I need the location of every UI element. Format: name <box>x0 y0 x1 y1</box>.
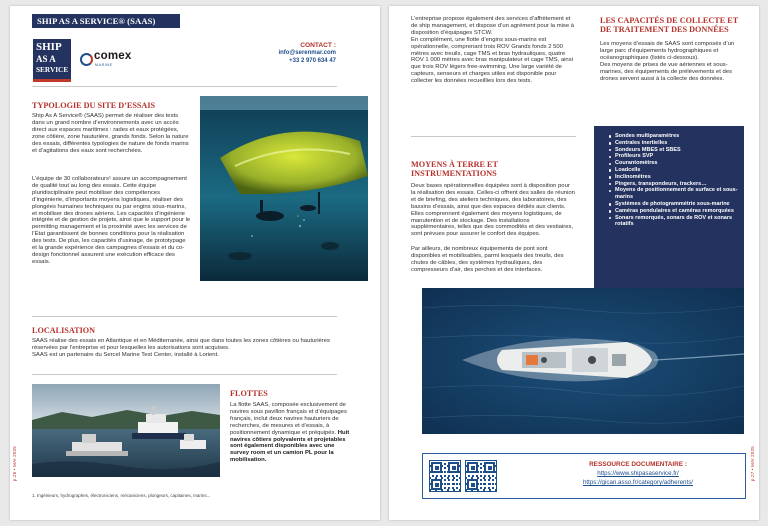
logo-comex <box>80 50 150 70</box>
logo-comex-sub: MARINE <box>95 63 113 67</box>
site-paragraph-2: L’équipe de 30 collaborateurs¹ assure un accompagnement de qualité tout au long des essais. Cette équipe pluridisciplinaire peut mobiliser des compétences d’ingénierie, d’importants moyens logistiques, réaliser des plongées humaines techniques ou par engins sous-marins, et mobiliser des drones aériens. Les capacités d’ingénierie intégrée et de gestion de projets, ainsi que le support pour le permitting management et la proximité avec les services de l’État garantissent de bonnes conditions pour la réalisation des tests. De plus, les capacités d’usinage, de prototypage et la grande expérience des campagnes d’essais et du co-design fonctionnel assurent une exécution efficace des essais. <box>32 176 191 265</box>
qr-code-icon[interactable] <box>429 460 461 492</box>
fleet-photo <box>32 384 220 477</box>
site-divider <box>32 316 337 317</box>
contact-email[interactable]: info@serenmar.com <box>278 50 336 56</box>
list-item: Sonars remorqués, sonars de ROV et sonars rotatifs <box>615 215 745 229</box>
fleet-paragraph-part2: Huit navires côtiers polyvalents et projetables sont également disponibles avec une survey room et un camion PL pour la mobilisation. <box>230 429 350 464</box>
header-divider <box>32 86 337 87</box>
aerial-photo-graphic <box>422 288 744 434</box>
list-item: Inclinomètres <box>615 174 745 181</box>
logo-comex-text: comex <box>94 50 132 62</box>
means-paragraph-2: Par ailleurs, de nombreux équipements de pont sont disponibles et mobilisables, parmi lesquels des treuils, des chutes de câbles, des systèmes hydrauliques, des compresseurs d’air, des perches et des interfaces. <box>411 246 564 273</box>
fleet-title: FLOTTES <box>230 389 268 398</box>
resource-title: RESSOURCE DOCUMENTAIRE : <box>589 461 687 468</box>
banner-title: SHIP AS A SERVICE® (SAAS) <box>37 16 156 26</box>
site-section-title: TYPOLOGIE DU SITE D’ESSAIS <box>32 101 156 110</box>
right-top-divider <box>411 136 576 137</box>
right-page <box>389 6 759 520</box>
contact-block <box>220 42 336 65</box>
contact-label: CONTACT : <box>300 42 336 49</box>
underwater-photo-graphic <box>200 96 368 281</box>
localisation-title: LOCALISATION <box>32 326 96 335</box>
aerial-vessel-photo <box>422 288 744 434</box>
right-page-number: p.27 • MAI 2025 <box>750 446 755 482</box>
list-item: Loadcells <box>615 167 745 174</box>
resource-box <box>422 453 746 499</box>
logo-ship-as-a-service <box>33 39 71 82</box>
logo-ship-line1: SHIP <box>36 41 62 53</box>
fleet-photo-graphic <box>32 384 220 477</box>
page-banner <box>32 14 180 28</box>
capacities-paragraph: Les moyens d’essais de SAAS sont composés d’un large parc d’équipements hydrographiques et océanographiques (listés ci-dessous). Des moyens de prises de vue aériennes et sous-marines, des équipements de prélèvements et des drones servent aussi à la collecte des données. <box>600 41 735 82</box>
localisation-paragraph-2: SAAS est un partenaire du Sercel Marine Test Center, installé à Lorient. <box>32 352 219 358</box>
capacities-list <box>608 133 745 228</box>
list-item: Profileurs SVP <box>615 153 745 160</box>
list-item: Courantomètres <box>615 160 745 167</box>
list-item: Pingers, transpondeurs, trackers… <box>615 181 745 188</box>
footnote: 1. Ingénieurs, hydrographes, électroniciens, mécaniciens, plongeurs, capitaines, marins... <box>32 493 211 498</box>
list-item: Sondes multiparamètres <box>615 133 745 140</box>
list-item: Systèmes de photogrammétrie sous-marine <box>615 201 745 208</box>
capacities-title: LES CAPACITÉS DE COLLECTE ET DE TRAITEMENT DES DONNÉES <box>600 16 739 34</box>
comex-mark-icon <box>80 53 93 66</box>
right-top-paragraph: L’entreprise propose également des services d’affrètement et de ship management, et dispose d’un agrément pour la mise à disposition d’équipages STCW. En complément, une flotte d’engins sous-marins est opérationnelle, comprenant trois ROV Grands fonds 2 500 mètres avec treuils, cage TMS et bras hydrauliques, quatre ROV 1 000 mètres avec bras manipulateur et cage TMS, ainsi que trois ROV légers free-swimming. Une large variété de capteurs, senseurs et charges utiles est disponible pour collecter les données recueillies lors des tests. <box>411 16 575 85</box>
localisation-paragraph-1: SAAS réalise des essais en Atlantique et en Méditerranée, ainsi que dans toutes les zones côtières ou hauturières réservées par l’entreprise et pour lesquelles les autorisations sont acquises. <box>32 338 330 351</box>
resource-link-1[interactable]: https://www.shipasaservice.fr/ <box>597 470 679 477</box>
list-item: Caméras pendulaires et caméras remorquées <box>615 208 745 215</box>
logo-ship-line2: AS A <box>36 54 56 64</box>
list-item: Sondeurs MBES et SBES <box>615 147 745 154</box>
underwater-vehicle-photo <box>200 96 368 281</box>
qr-code-icon[interactable] <box>465 460 497 492</box>
localisation-divider <box>32 374 337 375</box>
fleet-paragraph <box>230 402 350 464</box>
logo-ship-line3: SERVICE <box>36 65 69 74</box>
site-paragraph-1: Ship As A Service® (SAAS) permet de réaliser des tests dans un grand nombre d’environnements avec un accès direct aux espaces maritimes : rades et eaux protégées, zone côtière, zone hauturière, grands fonds. Selon la nature des essais, différentes typologies de nature de fonds marins et d’agitations des eaux sont recherchées. <box>32 113 189 154</box>
resource-link-2[interactable]: https://gican.asso.fr/category/adherents/ <box>582 479 694 486</box>
means-paragraph-1: Deux bases opérationnelles équipées sont à disposition pour la réalisation des essais. Celles-ci offrent des salles de réunion et de briefing, des ateliers techniques, des laboratoires, des bassins d’essais, ainsi que des espaces dédiés aux clients. Elles comprennent également des moyens logistiques, de manutention et de stockage. Des installations supplémentaires, telles que des commodités et des vestiaires, sont prévues pour assurer le confort des équipes. <box>411 183 575 238</box>
list-item: Moyens de positionnement de surface et sous-marins <box>615 187 745 201</box>
left-page-number: p.26 • MAI 2025 <box>12 446 17 482</box>
contact-phone: +33 2 970 634 47 <box>289 57 336 64</box>
capacities-list-box <box>594 126 744 294</box>
left-page <box>10 6 380 520</box>
fleet-paragraph-part1: La flotte SAAS, composée exclusivement de navires sous pavillon français et d’équipages français, inclut deux navires hauturiers de recherches, de mesures et d’essais, à positionnement dynamique et préquipés. <box>230 402 347 436</box>
list-item: Centrales inertielles <box>615 140 745 147</box>
means-section-title: MOYENS À TERRE ET INSTRUMENTATIONS <box>411 160 498 178</box>
